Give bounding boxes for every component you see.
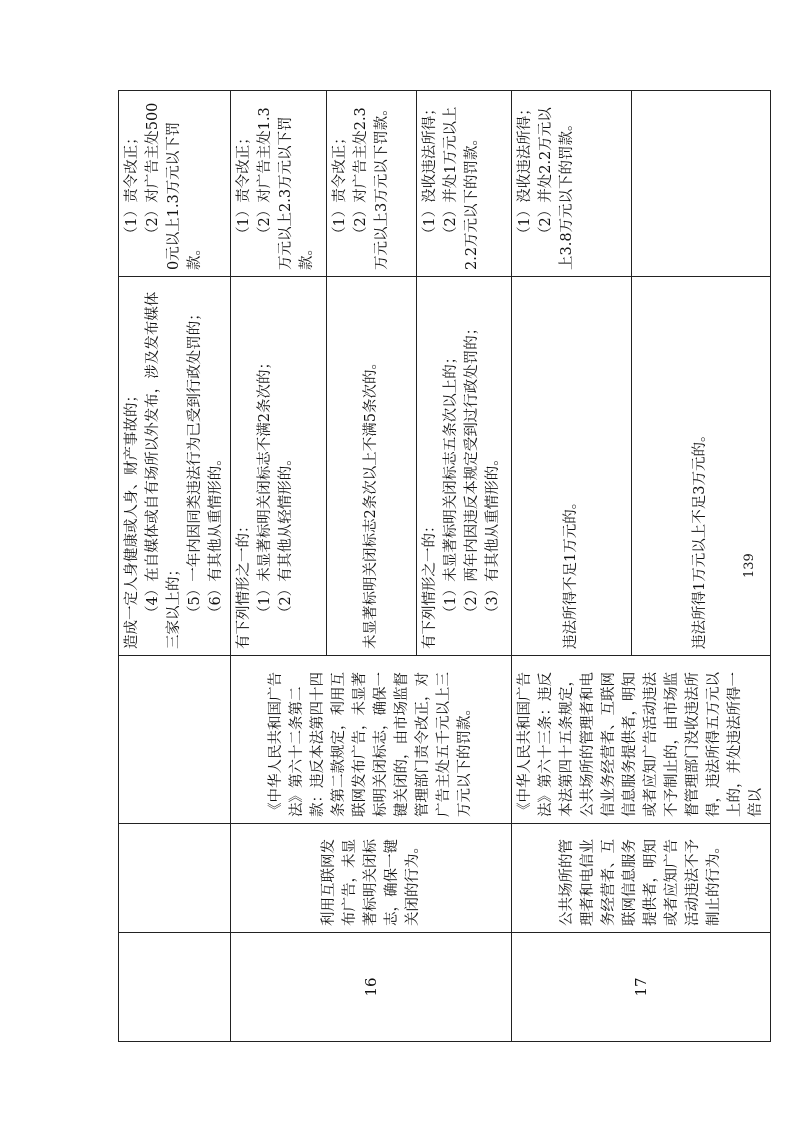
situation-line: （4）在自媒体或自有场所以外发布，涉及发布媒体三家以上的； xyxy=(145,291,182,649)
situation-cell xyxy=(512,277,632,656)
penalty-table xyxy=(118,90,771,1042)
situation-cell xyxy=(327,277,417,656)
situation-line: 未显著标明关闭标志2条次以上不满5条次的。 xyxy=(363,355,379,649)
situation-line: （6）有其他从重情形的。 xyxy=(208,451,224,620)
situation-line: （1）未显著标明关闭标志不满2条次的； xyxy=(257,355,273,620)
table-row xyxy=(231,91,327,1042)
situation-line: （3）有其他从重情形的。 xyxy=(485,451,501,620)
penalty-line: （2）对广告主处5000元以上1.3万元以下罚款。 xyxy=(145,102,203,270)
penalty-cell xyxy=(631,91,770,277)
situation-line: 造成一定人身健康或人身、财产事故的； xyxy=(124,388,140,649)
legal-basis: 《中华人民共和国广告法》第六十二条第二款：违反本法第四十四条第二款规定，利用互联网发布广告，未显著标明关闭标志，确保一键关闭的，由市场监督管理部门责令改正，对广告主处五千元以上三万元以下的罚款。 xyxy=(231,656,512,824)
penalty-cell xyxy=(327,91,417,277)
situation-line: （5）一年内因同类违法行为已受到行政处罚的； xyxy=(187,306,203,620)
penalty-line: （1）没收违法所得； xyxy=(517,101,533,241)
situation-cell xyxy=(231,277,327,656)
violation-act xyxy=(119,824,231,933)
situation-intro: 有下列情形之一的： xyxy=(236,518,252,649)
situation-line: 违法所得1万元以上不足3万元的。 xyxy=(692,427,709,649)
situation-cell xyxy=(119,277,231,656)
penalty-line: （1）没收违法所得； xyxy=(422,101,438,241)
table-row xyxy=(512,91,632,1042)
penalty-cell xyxy=(512,91,632,277)
violation-act: 公共场所的管理者和电信业务经营者、互联网信息服务提供者，明知或者应知广告活动违法不予制止的行为。 xyxy=(512,824,771,933)
row-number: 17 xyxy=(512,933,771,1042)
penalty-cell xyxy=(231,91,327,277)
penalty-line: （2）并处1万元以上2.2万元以下的罚款。 xyxy=(443,106,480,270)
situation-intro: 有下列情形之一的： xyxy=(422,518,438,649)
penalty-line: （1）责令改正； xyxy=(124,130,140,241)
situation-line: （2）两年内因违反本规定受到过行政处罚的； xyxy=(464,320,480,620)
situation-cell xyxy=(631,277,770,656)
penalty-line: （2）并处2.2万元以上3.8万元以下的罚款。 xyxy=(538,107,575,270)
legal-basis: 《中华人民共和国广告法》第六十三条：违反本法第四十五条规定，公共场所的管理者和电信业务经营者、互联网信息服务提供者，明知或者应知广告活动违法不予制止的，由市场监督管理部门没收违法所得，违法所得五万元以上的，并处违法所得一倍以 xyxy=(512,656,771,824)
violation-act: 利用互联网发布广告，未显著标明关闭标志，确保一键关闭的行为。 xyxy=(231,824,512,933)
penalty-line: （1）责令改正； xyxy=(332,130,348,241)
legal-basis xyxy=(119,656,231,824)
row-number: 16 xyxy=(231,933,512,1042)
penalty-line: （1）责令改正； xyxy=(236,130,252,241)
situation-line: （1）未显著标明关闭标志五条次以上的； xyxy=(443,349,459,620)
situation-line: （2）有其他从轻情形的。 xyxy=(278,451,294,620)
row-number xyxy=(119,933,231,1042)
situation-line: 违法所得不足1万元的。 xyxy=(562,494,579,649)
situation-cell xyxy=(417,277,512,656)
penalty-cell xyxy=(417,91,512,277)
penalty-cell xyxy=(119,91,231,277)
penalty-line: （2）对广告主处2.3万元以上3万元以下罚款。 xyxy=(353,101,390,270)
table-row xyxy=(119,91,231,1042)
penalty-line: （2）对广告主处1.3万元以上2.3万元以下罚款。 xyxy=(257,107,315,270)
page-number: 139 xyxy=(742,553,757,578)
